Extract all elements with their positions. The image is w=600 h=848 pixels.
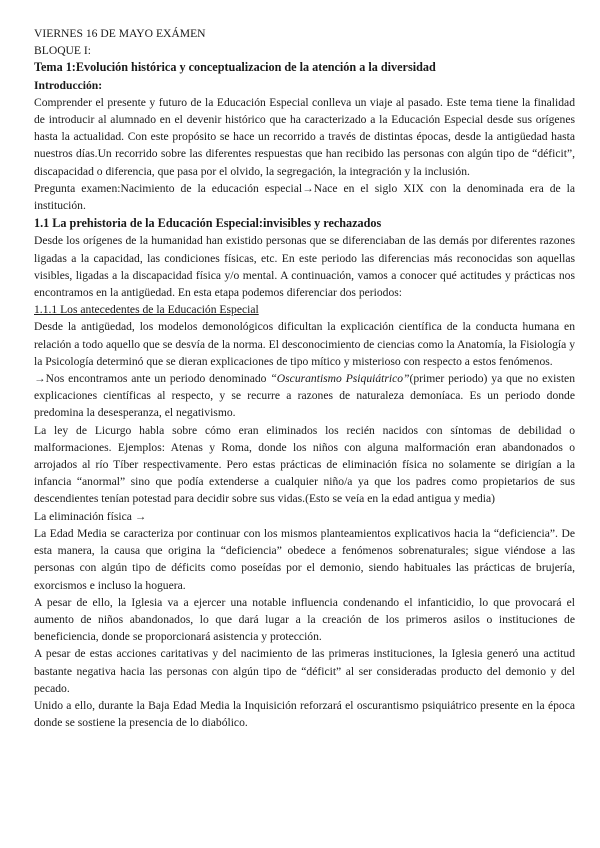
physical-elimination-line: La eliminación física → xyxy=(34,509,147,523)
obscurantism-term: “Oscurantismo Psiquiátrico” xyxy=(270,372,410,386)
topic-title: Tema 1:Evolución histórica y conceptualizacion de la atención a la diversidad xyxy=(34,60,436,75)
licurgo-law-paragraph: La ley de Licurgo habla sobre cómo eran eliminados los recién nacidos con síntomas de debilidad o malformaciones. Ejemplos: Atenas y Roma, donde los niños con alguna malformación eran abandonados o arrojados al río Tíber respectivamente. Pero estas prácticas de eliminación física no solamente se dirigían a la infancia “anormal” sino que podía extenderse a cualquier niño/a ya que los padres como propietarios de sus descendientes tenían potestad para decidir sobre sus vidas.(Esto se veía en la edad antigua y media) xyxy=(34,423,575,506)
obscurantism-paragraph xyxy=(34,370,575,422)
section-1-1-heading: 1.1 La prehistoria de la Educación Especial:invisibles y rechazados xyxy=(34,216,382,231)
obscurantism-prefix: →Nos encontramos ante un periodo denominado xyxy=(34,372,271,386)
intro-heading: Introducción: xyxy=(34,78,103,92)
demonological-models-paragraph: Desde la antigüedad, los modelos demonológicos dificultan la explicación científica de la conducta humana en relación a todo aquello que se desvía de la norma. El desconocimiento de ciencias como la Anatomía, la Fisiología y la Psicología determinó que se dieran explicaciones de tipo mítico y misterioso con respecto a estos fenómenos. xyxy=(34,320,575,368)
section-1-1-1-heading: 1.1.1 Los antecedentes de la Educación Especial xyxy=(34,303,259,317)
charitable-actions-paragraph: A pesar de estas acciones caritativas y del nacimiento de las primeras instituciones, la Iglesia generó una actitud bastante negativa hacia las personas con algún tipo de “déficit” al ser consideradas producto del demonio y del pecado. xyxy=(34,647,575,695)
block-label: BLOQUE I: xyxy=(34,44,91,58)
section-1-1-paragraph: Desde los orígenes de la humanidad han existido personas que se diferenciaban de las demás por diferentes razones ligadas a la capacidad, las condiciones físicas, etc. En este periodo las diferencias más reconocidas son aquellas visibles, ligadas a la discapacidad física y/o mental. A continuación, vamos a conocer qué actitudes y prácticas nos encontramos en la antigüedad. En esta etapa podemos diferenciar dos periodos: xyxy=(34,234,575,300)
obscurantism-suffix: (primer periodo) ya que no existen explicaciones científicas al respecto, y se recurre a razones de naturaleza demoníaca. Es un periodo donde predomina la desesperanza, el negativismo. xyxy=(34,372,575,420)
middle-ages-paragraph: La Edad Media se caracteriza por continuar con los mismos planteamientos explicativos hacia la “deficiencia”. De esta manera, la causa que origina la “deficiencia” obedece a fenómenos sobrenaturales; sigue viéndose a las personas con algún tipo de déficits como poseídas por el demonio, siendo habituales las prácticas de brujería, exorcismos e incluso la hoguera. xyxy=(34,526,575,592)
exam-question: Pregunta examen:Nacimiento de la educación especial→Nace en el siglo XIX con la denominada era de la institución. xyxy=(34,181,575,213)
church-influence-paragraph: A pesar de ello, la Iglesia va a ejercer una notable influencia condenando el infanticidio, lo que provocará el aumento de niños abandonados, lo que dará lugar a la creación de los primeros asilos o instituciones de beneficiencia, donde se proporcionará asistencia y protección. xyxy=(34,595,575,644)
intro-paragraph: Comprender el presente y futuro de la Educación Especial conlleva un viaje al pasado. Este tema tiene la finalidad de introducir al alumnado en el devenir histórico que ha caracterizado a la Educación Especial desde sus orígenes hasta la actualidad. Con este propósito se hace un recorrido a través de distintas épocas, desde la antigüedad hasta nuestros días.Un recorrido sobre las diferentes respuestas que han recibido las personas con algún tipo de “déficit”, discapacidad o diferencia, que pasa por el olvido, la segregación, la integración y la inclusión. xyxy=(34,95,575,178)
date-line: VIERNES 16 DE MAYO EXÁMEN xyxy=(34,27,206,40)
inquisition-paragraph: Unido a ello, durante la Baja Edad Media la Inquisición reforzará el oscurantismo psiquiátrico presente en la época donde se sostiene la presencia de lo diabólico. xyxy=(34,698,575,730)
